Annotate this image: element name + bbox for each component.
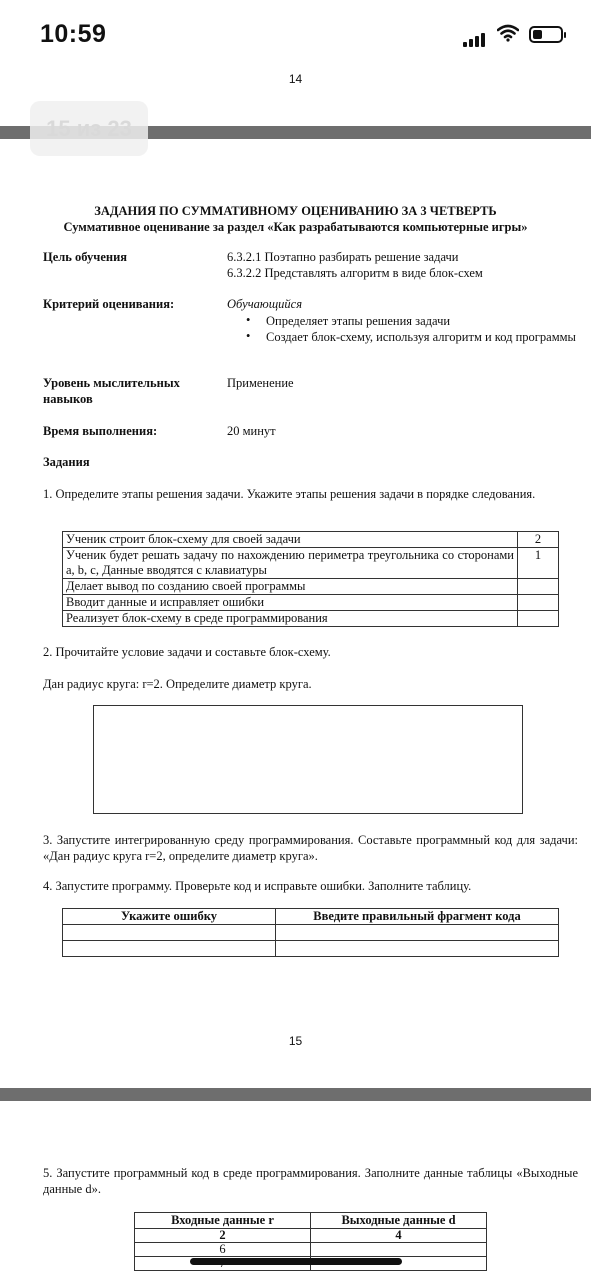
document-title: ЗАДАНИЯ ПО СУММАТИВНОМУ ОЦЕНИВАНИЮ ЗА 3 ЧЕТВЕРТЬ bbox=[94, 204, 497, 218]
tasks-heading: Задания bbox=[43, 455, 90, 469]
page-number-top: 14 bbox=[288, 72, 303, 86]
table-row bbox=[135, 1243, 487, 1257]
column-header-correct-code: Введите правильный фрагмент кода bbox=[276, 909, 559, 925]
order-cell[interactable]: 2 bbox=[518, 532, 559, 548]
table-row bbox=[63, 595, 559, 611]
task1-text: 1. Определите этапы решения задачи. Укажите этапы решения задачи в порядке следования. bbox=[43, 487, 536, 501]
order-cell[interactable] bbox=[518, 579, 559, 595]
goal-label: Цель обучения bbox=[43, 250, 128, 264]
table-row bbox=[63, 579, 559, 595]
task5-text: 5. Запустите программный код в среде программирования. Заполните данные таблицы «Выходные данные d». bbox=[43, 1166, 578, 1196]
criteria-bullet: • Создает блок-схему, используя алгоритм и код программы bbox=[246, 329, 576, 344]
wifi-icon bbox=[497, 24, 519, 42]
criteria-intro: Обучающийся bbox=[227, 297, 303, 311]
cellular-signal-icon bbox=[463, 29, 487, 47]
order-cell[interactable] bbox=[518, 595, 559, 611]
table-header-row bbox=[135, 1213, 487, 1229]
order-cell[interactable] bbox=[518, 611, 559, 627]
status-time: 10:59 bbox=[40, 20, 107, 48]
input-cell: 6 bbox=[135, 1243, 311, 1257]
page-divider bbox=[0, 1088, 591, 1101]
task2-condition: Дан радиус круга: r=2. Определите диаметр круга. bbox=[43, 677, 312, 691]
task3-text: 3. Запустите интегрированную среду программирования. Составьте программный код для задачи: «Дан радиус круга r=2, определите диаметр круга». bbox=[43, 833, 578, 863]
flowchart-answer-box[interactable] bbox=[93, 705, 523, 814]
goal-line-1: 6.3.2.1 Поэтапно разбирать решение задачи bbox=[227, 250, 459, 264]
table-row bbox=[63, 925, 559, 941]
page-indicator-badge: 15 из 23 bbox=[30, 101, 148, 156]
thinking-value: Применение bbox=[227, 376, 294, 390]
column-header-input: Входные данные r bbox=[135, 1213, 311, 1229]
code-cell[interactable] bbox=[276, 925, 559, 941]
code-cell[interactable] bbox=[276, 941, 559, 957]
error-cell[interactable] bbox=[63, 941, 276, 957]
battery-icon bbox=[529, 26, 563, 43]
thinking-label-2: навыков bbox=[43, 392, 93, 406]
task1-table bbox=[62, 531, 559, 627]
step-cell: Ученик строит блок-схему для своей задачи bbox=[63, 532, 518, 548]
table-row bbox=[63, 941, 559, 957]
time-value: 20 минут bbox=[227, 424, 276, 438]
error-cell[interactable] bbox=[63, 925, 276, 941]
goal-line-2: 6.3.2.2 Представлять алгоритм в виде блок-схем bbox=[227, 266, 483, 280]
table-row bbox=[63, 548, 559, 579]
order-cell[interactable]: 1 bbox=[518, 548, 559, 579]
page-number-bottom: 15 bbox=[288, 1034, 303, 1048]
output-cell[interactable]: 4 bbox=[311, 1229, 487, 1243]
criteria-label: Критерий оценивания: bbox=[43, 297, 175, 311]
column-header-error: Укажите ошибку bbox=[63, 909, 276, 925]
criteria-bullet-list bbox=[246, 313, 578, 345]
step-cell: Делает вывод по созданию своей программы bbox=[63, 579, 518, 595]
step-cell: Реализует блок-схему в среде программирования bbox=[63, 611, 518, 627]
step-cell: Вводит данные и исправляет ошибки bbox=[63, 595, 518, 611]
task4-table bbox=[62, 908, 559, 957]
criteria-bullet: • Определяет этапы решения задачи bbox=[246, 313, 451, 328]
table-row bbox=[135, 1229, 487, 1243]
input-cell: 2 bbox=[135, 1229, 311, 1243]
table-row bbox=[63, 611, 559, 627]
time-label: Время выполнения: bbox=[43, 424, 158, 438]
table-header-row bbox=[63, 909, 559, 925]
table-row bbox=[63, 532, 559, 548]
output-cell[interactable] bbox=[311, 1243, 487, 1257]
task4-text: 4. Запустите программу. Проверьте код и исправьте ошибки. Заполните таблицу. bbox=[43, 879, 472, 893]
thinking-label-1: Уровень мыслительных bbox=[43, 376, 180, 390]
task2-text: 2. Прочитайте условие задачи и составьте блок-схему. bbox=[43, 645, 331, 659]
column-header-output: Выходные данные d bbox=[311, 1213, 487, 1229]
document-subtitle: Суммативное оценивание за раздел «Как разрабатываются компьютерные игры» bbox=[63, 220, 528, 234]
step-cell: Ученик будет решать задачу по нахождению периметра треугольника со сторонами a, b, c, Данные вводятся с клавиатуры bbox=[63, 548, 518, 579]
home-indicator[interactable] bbox=[190, 1258, 402, 1265]
